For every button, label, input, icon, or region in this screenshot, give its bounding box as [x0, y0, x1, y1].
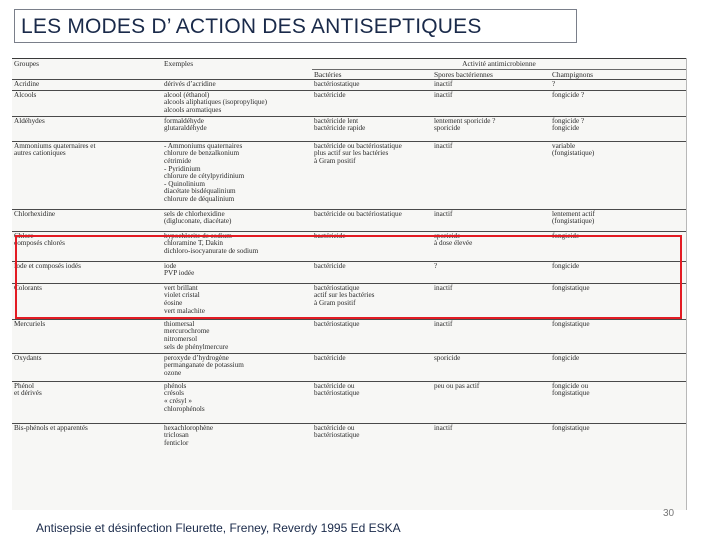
cell-groupe: Chlore composés chlorés	[12, 231, 162, 261]
cell-champignons: lentement actif (fongistatique)	[550, 209, 686, 231]
cell-bacteries: bactéricide ou bactériostatique	[312, 209, 432, 231]
cell-bacteries: bactéricide	[312, 353, 432, 381]
cell-bacteries: bactéricide	[312, 231, 432, 261]
table-row	[12, 353, 686, 381]
table-row	[12, 116, 686, 141]
header-groupes: Groupes	[12, 59, 162, 70]
table-row	[12, 80, 686, 91]
table-header-row	[12, 59, 686, 70]
cell-exemples: formaldéhyde glutaraldéhyde	[162, 116, 312, 141]
table-row	[12, 209, 686, 231]
slide-title-box	[14, 9, 577, 43]
highlight-box	[15, 235, 682, 319]
cell-spores: ?	[432, 261, 550, 283]
cell-groupe: Ammoniums quaternaires et autres cationiques	[12, 141, 162, 209]
cell-champignons: fongicide	[550, 261, 686, 283]
cell-champignons: fongistatique	[550, 319, 686, 353]
cell-exemples: hexachlorophène triclosan fenticlor	[162, 423, 312, 453]
cell-groupe: Bis-phénols et apparentés	[12, 423, 162, 453]
cell-exemples: vert brillant violet cristal éosine vert malachite	[162, 283, 312, 319]
cell-groupe: Chlorhexidine	[12, 209, 162, 231]
cell-champignons: fongistatique	[550, 423, 686, 453]
cell-bacteries: bactéricide	[312, 261, 432, 283]
header-activite: Activité antimicrobienne	[312, 59, 686, 70]
header-exemples: Exemples	[162, 59, 312, 70]
cell-exemples: sels de chlorhexidine (digluconate, diacétate)	[162, 209, 312, 231]
citation-footer: Antisepsie et désinfection Fleurette, Freney, Reverdy 1995 Ed ESKA	[36, 521, 401, 535]
cell-champignons: fongicide ? fongicide	[550, 116, 686, 141]
table-row	[12, 141, 686, 209]
cell-bacteries: bactériostatique	[312, 319, 432, 353]
cell-spores: sporicide à dose élevée	[432, 231, 550, 261]
page-number: 30	[663, 508, 675, 519]
cell-spores: sporicide	[432, 353, 550, 381]
cell-groupe: Iode et composés iodés	[12, 261, 162, 283]
cell-champignons: fongistatique	[550, 283, 686, 319]
cell-exemples: alcool (éthanol) alcools aliphatiques (isopropylique) alcools aromatiques	[162, 90, 312, 116]
cell-exemples: peroxyde d’hydrogène permanganate de potassium ozone	[162, 353, 312, 381]
cell-bacteries: bactéricide lent bactéricide rapide	[312, 116, 432, 141]
cell-champignons: ?	[550, 80, 686, 91]
cell-spores: lentement sporicide ? sporicide	[432, 116, 550, 141]
cell-spores: inactif	[432, 90, 550, 116]
cell-exemples: phénols crésols « crésyl » chlorophénols	[162, 381, 312, 423]
cell-bacteries: bactériostatique actif sur les bactéries à Gram positif	[312, 283, 432, 319]
cell-bacteries: bactéricide	[312, 90, 432, 116]
cell-spores: inactif	[432, 283, 550, 319]
cell-bacteries: bactéricide ou bactériostatique plus actif sur les bactéries à Gram positif	[312, 141, 432, 209]
header-bacteries: Bactéries	[312, 69, 432, 80]
cell-spores: inactif	[432, 319, 550, 353]
cell-groupe: Acridine	[12, 80, 162, 91]
cell-bacteries: bactériostatique	[312, 80, 432, 91]
cell-bacteries: bactéricide ou bactériostatique	[312, 423, 432, 453]
table-row	[12, 423, 686, 453]
cell-champignons: fongicide ou fongistatique	[550, 381, 686, 423]
header-spores: Spores bactériennes	[432, 69, 550, 80]
table-subheader-row	[12, 69, 686, 80]
cell-groupe: Oxydants	[12, 353, 162, 381]
cell-champignons: fongicide	[550, 231, 686, 261]
cell-champignons: fongicide ?	[550, 90, 686, 116]
header-champignons: Champignons	[550, 69, 686, 80]
cell-exemples: hypochlorite de sodium chloramine T, Dakin dichloro-isocyanurate de sodium	[162, 231, 312, 261]
cell-spores: inactif	[432, 80, 550, 91]
cell-exemples: - Ammoniums quaternaires chlorure de benzalkonium cétrimide - Pyridinium chlorure de cétylpyridinium - Quinolinium diacétate bisdéqualinium chlorure de déqualinium	[162, 141, 312, 209]
table-row	[12, 319, 686, 353]
slide-title: LES MODES D’ ACTION DES ANTISEPTIQUES	[21, 15, 482, 38]
cell-groupe: Alcools	[12, 90, 162, 116]
cell-spores: inactif	[432, 209, 550, 231]
cell-spores: peu ou pas actif	[432, 381, 550, 423]
cell-spores: inactif	[432, 423, 550, 453]
cell-exemples: iode PVP iodée	[162, 261, 312, 283]
table-row	[12, 90, 686, 116]
cell-exemples: dérivés d’acridine	[162, 80, 312, 91]
cell-groupe: Colorants	[12, 283, 162, 319]
cell-groupe: Aldéhydes	[12, 116, 162, 141]
cell-exemples: thiomersal mercurochrome nitromersol sels de phénylmercure	[162, 319, 312, 353]
cell-champignons: fongicide	[550, 353, 686, 381]
cell-groupe: Phénol et dérivés	[12, 381, 162, 423]
cell-bacteries: bactéricide ou bactériostatique	[312, 381, 432, 423]
cell-groupe: Mercuriels	[12, 319, 162, 353]
cell-spores: inactif	[432, 141, 550, 209]
cell-champignons: variable (fongistatique)	[550, 141, 686, 209]
table-row	[12, 381, 686, 423]
